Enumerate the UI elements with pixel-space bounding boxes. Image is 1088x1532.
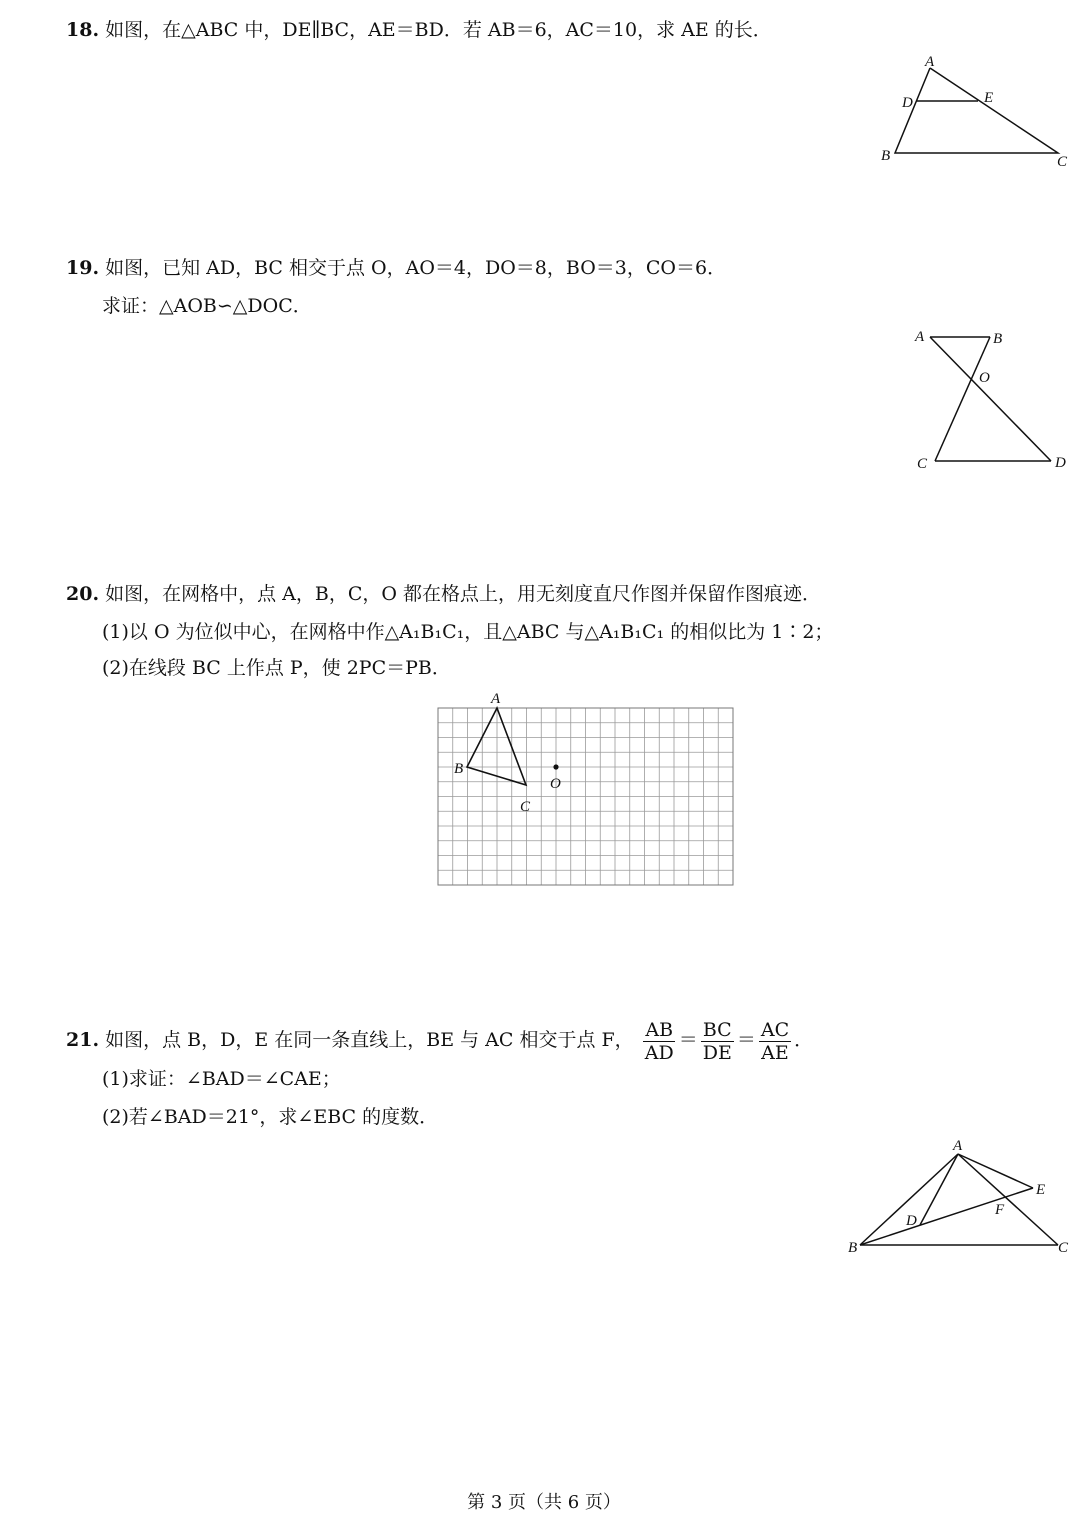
- page-footer: 第 3 页（共 6 页）: [467, 1492, 621, 1513]
- fraction-numerator: BC: [702, 1018, 732, 1041]
- q21-label-D: D: [906, 1213, 917, 1229]
- q21-text: [66, 1016, 813, 1064]
- q21-label-F: F: [995, 1202, 1005, 1218]
- fraction-ab-ad: [643, 1019, 676, 1064]
- q19-label-A: A: [915, 329, 925, 345]
- q18-label-A: A: [925, 54, 935, 70]
- equals-sign: ＝: [736, 1029, 756, 1051]
- q18-text: [66, 18, 772, 42]
- q19-proof: 求证：△AOB∽△DOC．: [102, 295, 312, 317]
- q21-statement: 如图，点 B，D，E 在同一条直线上，BE 与 AC 相交于点 F，: [105, 1029, 634, 1051]
- period: ．: [794, 1029, 814, 1051]
- q20-label-O: O: [550, 776, 561, 792]
- q19-label-C: C: [917, 456, 928, 472]
- equals-sign: ＝: [678, 1029, 698, 1051]
- fraction-numerator: AB: [645, 1018, 674, 1041]
- q21-part1: (1)求证：∠BAD＝∠CAE；: [102, 1068, 341, 1090]
- q21-label-E: E: [1036, 1182, 1046, 1198]
- fraction-denominator: AE: [761, 1041, 789, 1064]
- q18-label-D: D: [902, 95, 913, 111]
- q21-figure: [840, 1130, 1080, 1260]
- q21-label-B: B: [848, 1240, 858, 1256]
- fraction-numerator: AC: [760, 1018, 790, 1041]
- q19-number: 19.: [66, 257, 100, 279]
- q18-figure: [870, 50, 1080, 175]
- q20-label-C: C: [520, 799, 531, 815]
- fraction-denominator: AD: [644, 1041, 674, 1064]
- q18-statement: 如图，在△ABC 中，DE∥BC，AE＝BD．若 AB＝6，AC＝10，求 AE 的长．: [105, 19, 772, 41]
- q20-part2: (2)在线段 BC 上作点 P，使 2PC＝PB．: [102, 657, 451, 679]
- q18-number: 18.: [66, 19, 100, 41]
- fraction-ac-ae: [759, 1019, 791, 1064]
- q20-label-A: A: [491, 691, 501, 707]
- q18-label-B: B: [881, 148, 891, 164]
- q21-number: 21.: [66, 1029, 100, 1051]
- q18-label-C: C: [1057, 154, 1068, 170]
- q19-text: [66, 256, 726, 280]
- q19-statement: 如图，已知 AD，BC 相交于点 O，AO＝4，DO＝8，BO＝3，CO＝6．: [105, 257, 727, 279]
- q19-label-O: O: [979, 370, 990, 386]
- q20-label-B: B: [454, 761, 464, 777]
- q18-label-E: E: [984, 90, 994, 106]
- q19-label-D: D: [1055, 455, 1066, 471]
- q21-label-C: C: [1058, 1240, 1069, 1256]
- q20-text: [66, 582, 821, 606]
- q20-number: 20.: [66, 583, 100, 605]
- fraction-denominator: DE: [702, 1041, 732, 1064]
- q21-label-A: A: [953, 1138, 963, 1154]
- q20-grid-figure: [430, 688, 740, 890]
- q20-part1: (1)以 O 为位似中心，在网格中作△A₁B₁C₁，且△ABC 与△A₁B₁C₁ 的相似比为 1∶2；: [102, 621, 834, 643]
- q19-figure: [905, 320, 1075, 475]
- q19-label-B: B: [993, 331, 1003, 347]
- q21-part2: (2)若∠BAD＝21°，求∠EBC 的度数．: [102, 1106, 439, 1128]
- fraction-bc-de: [701, 1019, 734, 1064]
- q20-statement: 如图，在网格中，点 A，B，C，O 都在格点上，用无刻度直尺作图并保留作图痕迹．: [105, 583, 821, 605]
